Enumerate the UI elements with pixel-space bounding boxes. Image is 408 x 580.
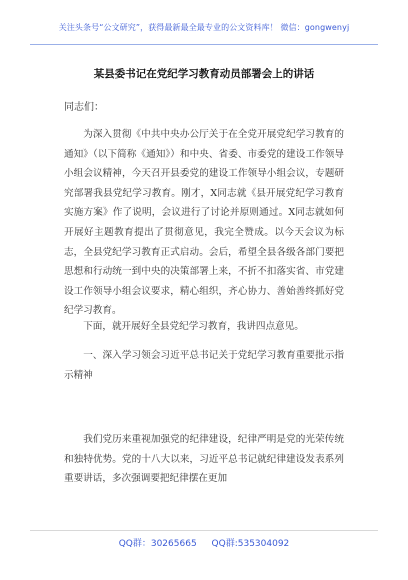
footer-qq-group-2: QQ群:535304092 (211, 539, 290, 549)
paragraph-transition: 下面，就开展好全县党纪学习教育，我讲四点意见。 (83, 321, 304, 332)
footer-contact (0, 536, 408, 549)
footer-divider (30, 530, 378, 531)
salutation: 同志们： (64, 102, 104, 113)
paragraph-section-1: 我们党历来重视加强党的纪律建设，纪律严明是党的光荣传统和独特优势。党的十八大以来，习近平总书记就纪律建设发表系列重要讲话，多次强调要把纪律摆在更加 (64, 434, 344, 485)
header-divider (30, 44, 378, 45)
section-heading-1: 一、深入学习领会习近平总书记关于党纪学习教育重要批示指示精神 (64, 350, 344, 381)
footer-qq-group-1: QQ群：30265665 (118, 539, 197, 549)
document-title: 某县委书记在党纪学习教育动员部署会上的讲话 (93, 68, 315, 80)
paragraph-intro: 为深入贯彻《中共中央办公厅关于在全党开展党纪学习教育的通知》（以下简称《通知》）和中央、省委、市委党的建设工作领导小组会议精神，今天召开县委党的建设工作领导小组会议，专题研究部署我县党纪学习教育。刚才，X同志就《县开展党纪学习教育实施方案》作了说明，会议进行了讨论并原则通过。X同志就如何开展好主题教育提出了贯彻意见，我完全赞成。以今天会议为标志，全县党纪学习教育正式启动。会后，希望全县各级各部门要把思想和行动统一到中央的决策部署上来，不折不扣落实省、市党建设工作领导小组会议要求，精心组织，齐心协力、善始善终抓好党纪学习教育。 (64, 129, 344, 317)
header-banner: 关注头条号“公文研究”，获得最新最全最专业的公文资料库！ 微信：gongwenyj (58, 23, 350, 32)
